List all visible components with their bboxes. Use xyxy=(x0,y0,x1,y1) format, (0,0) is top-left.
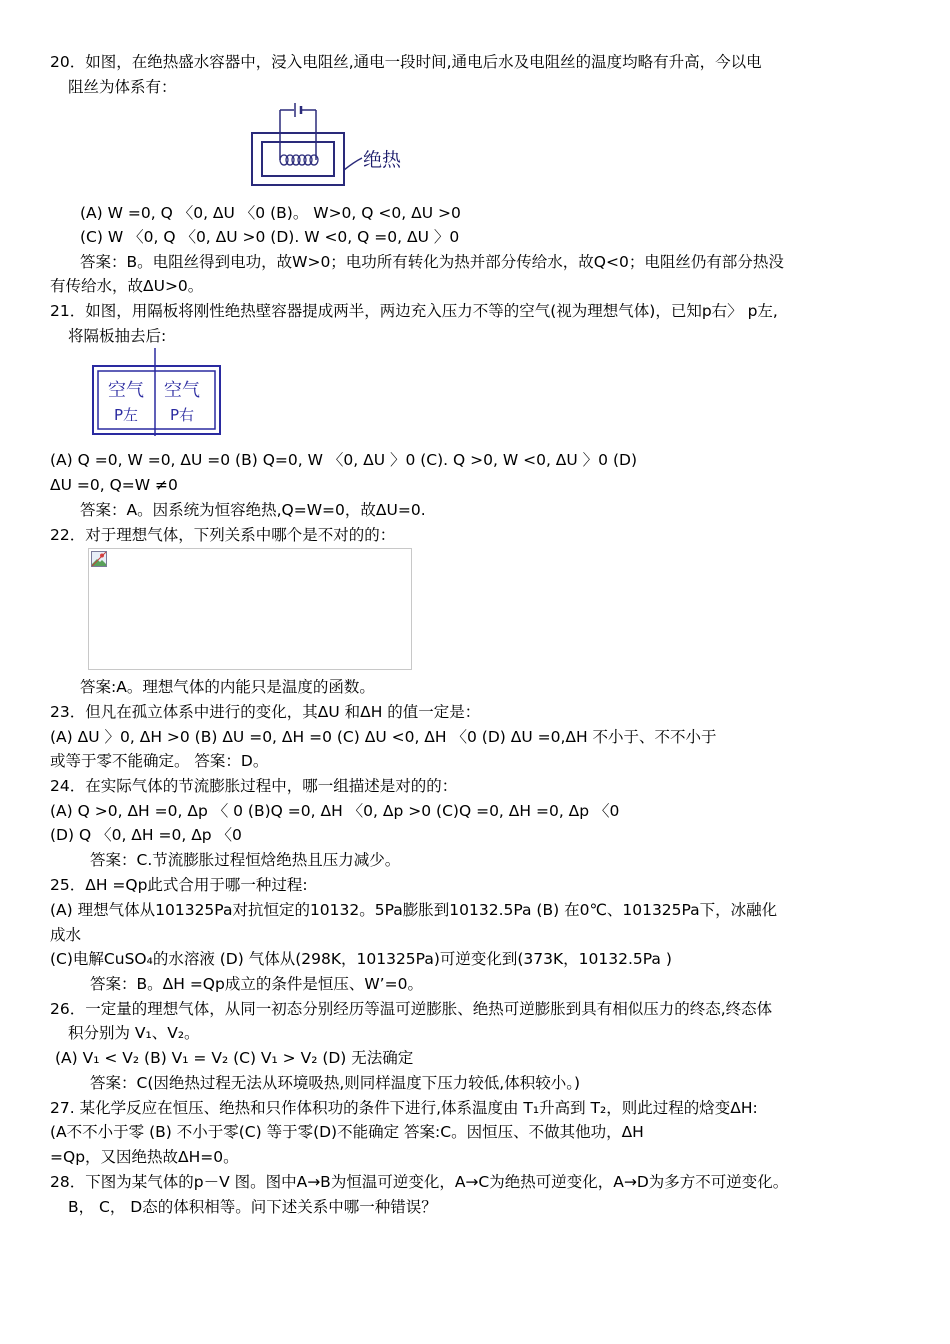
q23-stem: 23．但凡在孤立体系中进行的变化，其ΔU 和ΔH 的值一定是： xyxy=(50,703,481,721)
q21-stem-line2: 将隔板抽去后: xyxy=(68,327,167,345)
q20-insulated-container-figure xyxy=(250,100,420,190)
q23-options: (A) ΔU 〉0, ΔH >0 (B) ΔU =0, ΔH =0 (C) ΔU <0, ΔH 〈0 (D) ΔU =0,ΔH 不小于、不不小于 xyxy=(50,728,717,746)
q22-stem: 22．对于理想气体，下列关系中哪个是不对的的： xyxy=(50,526,396,544)
q21-stem-line1: 21．如图，用隔板将刚性绝热壁容器提成两半，两边充入压力不等的空气(视为理想气体)，已知p右〉 p左, xyxy=(50,302,778,320)
q21-answer: 答案：A。因系统为恒容绝热,Q=W=0，故ΔU=0. xyxy=(80,501,426,519)
q26-stem-line2: 积分别为 V₁、V₂。 xyxy=(68,1024,200,1042)
q20-options-cd: (C) W 〈0, Q 〈0, ΔU >0 (D). W <0, Q =0, ΔU 〉0 xyxy=(80,228,460,246)
q26-options: (A) V₁ < V₂ (B) V₁ = V₂ (C) V₁ > V₂ (D) 无法确定 xyxy=(55,1049,414,1067)
q20-answer-line1: 答案：B。电阻丝得到电功，故W>0；电功所有转化为热并部分传给水，故Q<0；电阻丝仍有部分热没 xyxy=(80,253,784,271)
broken-image-icon xyxy=(91,551,107,567)
q21-options-line2: ΔU =0, Q=W ≠0 xyxy=(50,476,178,494)
q20-stem-line1: 20．如图，在绝热盛水容器中，浸入电阻丝,通电一段时间,通电后水及电阻丝的温度均略有升高，今以电 xyxy=(50,53,762,71)
q25-options-cd: (C)电解CuSO₄的水溶液 (D) 气体从(298K，101325Pa)可逆变化到(373K，10132.5Pa ) xyxy=(50,950,672,968)
q20-insulation-label: 绝热 xyxy=(363,149,402,171)
q20-options-ab: (A) W =0, Q 〈0, ΔU 〈0 (B)。 W>0, Q <0, ΔU >0 xyxy=(80,204,461,222)
q27-stem: 27. 某化学反应在恒压、绝热和只作体积功的条件下进行,体系温度由 T₁升高到 T₂，则此过程的焓变ΔH: xyxy=(50,1099,758,1117)
q20-stem-line2: 阻丝为体系有： xyxy=(68,78,177,96)
q25-options-ab: (A) 理想气体从101325Pa对抗恒定的10132。5Pa膨胀到10132.5Pa (B) 在0℃、101325Pa下，冰融化 xyxy=(50,901,778,919)
q23-options-cont-answer: 或等于零不能确定。 答案：D。 xyxy=(50,752,269,770)
q24-answer: 答案：C.节流膨胀过程恒焓绝热且压力减少。 xyxy=(90,851,401,869)
q27-options-answer: (A不不小于零 (B) 不小于零(C) 等于零(D)不能确定 答案:C。因恒压、不做其他功，ΔH xyxy=(50,1123,644,1141)
q25-stem: 25．ΔH =Qp此式合用于哪一种过程: xyxy=(50,876,308,894)
q28-stem-line1: 28．下图为某气体的p－V 图。图中A→B为恒温可逆变化，A→C为绝热可逆变化，A→D为多方不可逆变化。 xyxy=(50,1173,789,1191)
q24-option-d: (D) Q 〈0, ΔH =0, Δp 〈0 xyxy=(50,826,242,844)
q21-right-pressure-label: P右 xyxy=(170,406,195,424)
q24-stem: 24．在实际气体的节流膨胀过程中，哪一组描述是对的的： xyxy=(50,777,458,795)
q27-answer-cont: =Qp，又因绝热故ΔH=0。 xyxy=(50,1148,239,1166)
q21-left-air-label: 空气 xyxy=(108,380,144,401)
q22-missing-image xyxy=(88,548,412,670)
q22-answer: 答案:A。理想气体的内能只是温度的函数。 xyxy=(80,678,375,696)
q20-answer-line2: 有传给水，故ΔU>0。 xyxy=(50,277,204,295)
q25-answer: 答案：B。ΔH =Qp成立的条件是恒压、W’=0。 xyxy=(90,975,423,993)
q21-options-line1: (A) Q =0, W =0, ΔU =0 (B) Q=0, W 〈0, ΔU 〉0 (C). Q >0, W <0, ΔU 〉0 (D) xyxy=(50,451,638,469)
q21-partitioned-container-figure xyxy=(90,348,225,438)
q25-options-ab-cont: 成水 xyxy=(50,926,82,944)
q28-stem-line2: B， C， D态的体积相等。问下述关系中哪一种错误？ xyxy=(68,1198,437,1216)
q26-stem-line1: 26．一定量的理想气体，从同一初态分别经历等温可逆膨胀、绝热可逆膨胀到具有相似压力的终态,终态体 xyxy=(50,1000,773,1018)
q21-left-pressure-label: P左 xyxy=(114,406,139,424)
q21-right-air-label: 空气 xyxy=(164,380,200,401)
q24-options-abc: (A) Q >0, ΔH =0, Δp 〈 0 (B)Q =0, ΔH 〈0, Δp >0 (C)Q =0, ΔH =0, Δp 〈0 xyxy=(50,802,620,820)
q26-answer: 答案：C(因绝热过程无法从环境吸热,则同样温度下压力较低,体积较小。) xyxy=(90,1074,581,1092)
